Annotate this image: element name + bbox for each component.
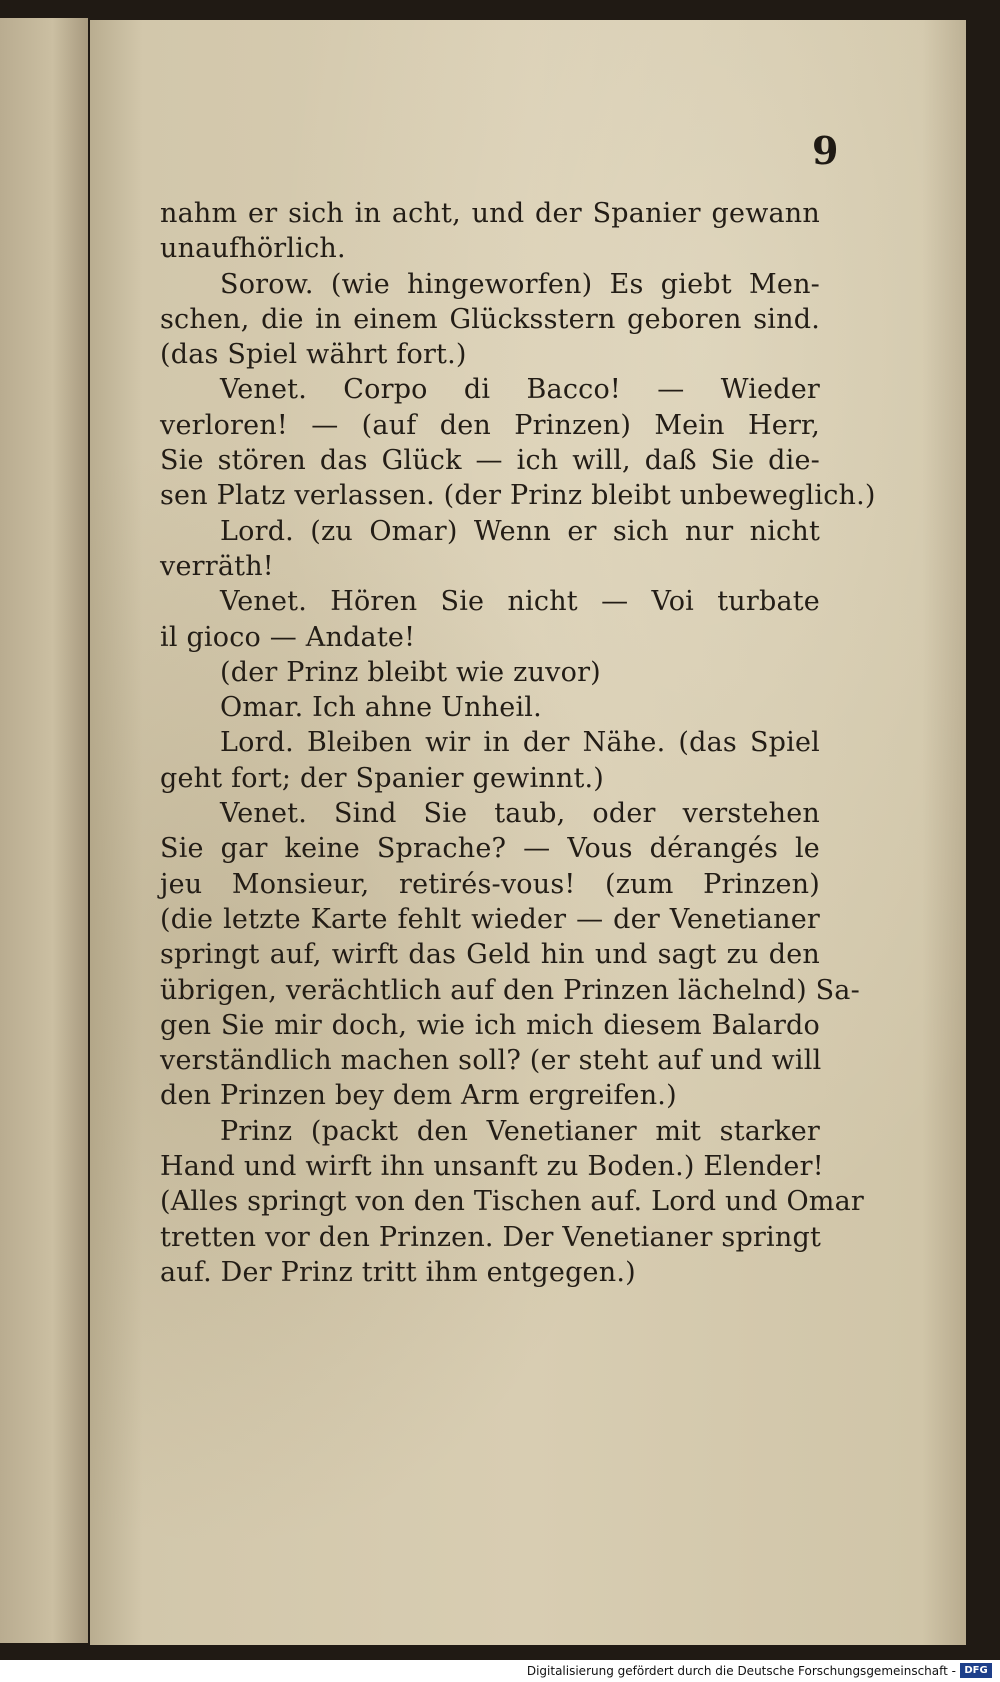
text-line: unaufhörlich. [160, 233, 346, 265]
text-line: gen Sie mir doch, wie ich mich diesem Balardo [160, 1009, 820, 1041]
text-line: jeu Monsieur, retirés-vous! (zum Prinzen) [160, 868, 820, 900]
text-line: Venet. Sind Sie taub, oder verstehen [220, 798, 820, 830]
funding-credit: Digitalisierung gefördert durch die Deutsche Forschungsgemeinschaft - [526, 1664, 956, 1678]
text-line: tretten vor den Prinzen. Der Venetianer springt [160, 1221, 821, 1253]
text-line: sen Platz verlassen. (der Prinz bleibt unbeweglich.) [160, 480, 876, 512]
page-text [160, 196, 876, 1290]
text-line: geht fort; der Spanier gewinnt.) [160, 762, 605, 794]
text-line: verständlich machen soll? (er steht auf und will [160, 1045, 822, 1077]
text-line: springt auf, wirft das Geld hin und sagt zu den [160, 939, 820, 971]
text-line: nahm er sich in acht, und der Spanier gewann [160, 198, 820, 229]
footer-bar [0, 1660, 1000, 1682]
page-number: 9 [812, 128, 839, 173]
text-line: schen, die in einem Glücksstern geboren sind. [160, 303, 820, 335]
text-line: den Prinzen bey dem Arm ergreifen.) [160, 1080, 677, 1112]
text-line: Venet. Corpo di Bacco! — Wieder [220, 374, 820, 406]
text-line: (Alles springt von den Tischen auf. Lord und Omar [160, 1186, 865, 1218]
text-line: Sorow. (wie hingeworfen) Es giebt Men- [220, 268, 820, 300]
text-line: (der Prinz bleibt wie zuvor) [220, 656, 601, 688]
text-line: Lord. (zu Omar) Wenn er sich nur nicht [220, 515, 820, 547]
dfg-logo: DFG [960, 1663, 992, 1678]
text-line: Hand und wirft ihn unsanft zu Boden.) Elender! [160, 1151, 824, 1183]
text-line: verräth! [160, 550, 274, 582]
text-line: Prinz (packt den Venetianer mit starker [220, 1115, 820, 1147]
text-line: übrigen, verächtlich auf den Prinzen lächelnd) Sa- [160, 974, 860, 1006]
previous-page-edge [0, 18, 88, 1643]
text-line: Venet. Hören Sie nicht — Voi turbate [220, 586, 820, 618]
text-line: Lord. Bleiben wir in der Nähe. (das Spiel [220, 727, 820, 759]
text-line: Sie stören das Glück — ich will, daß Sie die- [160, 445, 820, 477]
text-line: (das Spiel währt fort.) [160, 339, 467, 371]
text-line: verloren! — (auf den Prinzen) Mein Herr, [160, 409, 820, 441]
text-line: auf. Der Prinz tritt ihm entgegen.) [160, 1256, 636, 1288]
text-line: Omar. Ich ahne Unheil. [220, 692, 542, 724]
text-line: il gioco — Andate! [160, 621, 416, 653]
text-line: Sie gar keine Sprache? — Vous dérangés le [160, 833, 820, 865]
text-line: (die letzte Karte fehlt wieder — der Venetianer [160, 903, 820, 935]
